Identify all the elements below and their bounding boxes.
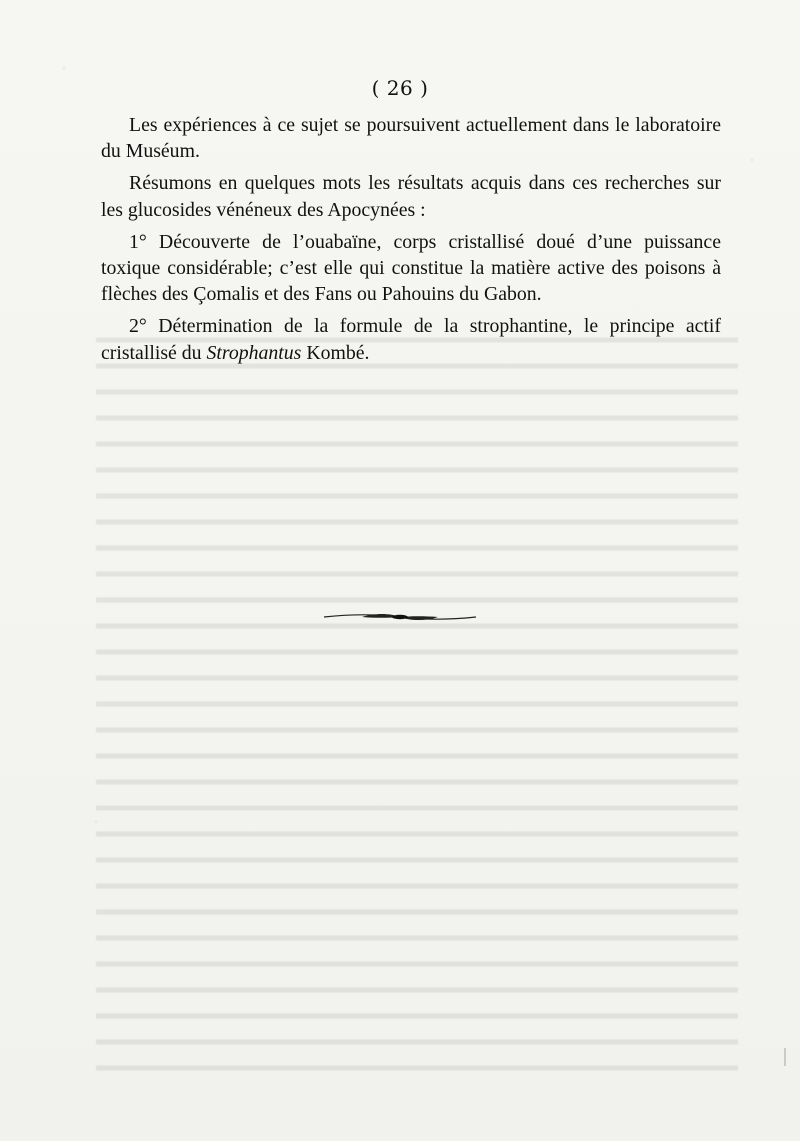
page-number: ( 26 )	[371, 76, 429, 100]
body-text	[101, 112, 721, 372]
paragraph-strophantine-italic: Strophantus	[206, 341, 302, 364]
paragraph-resume: Résumons en quelques mots les résultats acquis dans ces recherches sur les glucosides vénéneux des Apocynées :	[101, 172, 721, 221]
paragraph-strophantine-after: Kombé.	[301, 341, 370, 364]
paragraph-laboratoire: Les expériences à ce sujet se poursuivent actuellement dans le laboratoire du Muséum.	[101, 114, 721, 163]
bleed-through-text	[96, 320, 738, 1080]
paragraph-strophantine-before: 2° Détermination de la formule de la strophantine, le principe actif cristallisé du	[101, 315, 721, 364]
ornamental-rule-icon	[322, 610, 478, 624]
page-edge-mark	[784, 1048, 786, 1066]
paragraph-strophantine	[101, 313, 721, 365]
paragraph-ouabaine: 1° Découverte de l’ouabaïne, corps cristallisé doué d’une puissance toxique considérable; c’est elle qui constitue la matière active des poisons à flèches des Çomalis et des Fans ou Pahouins du Gabon.	[101, 230, 721, 306]
